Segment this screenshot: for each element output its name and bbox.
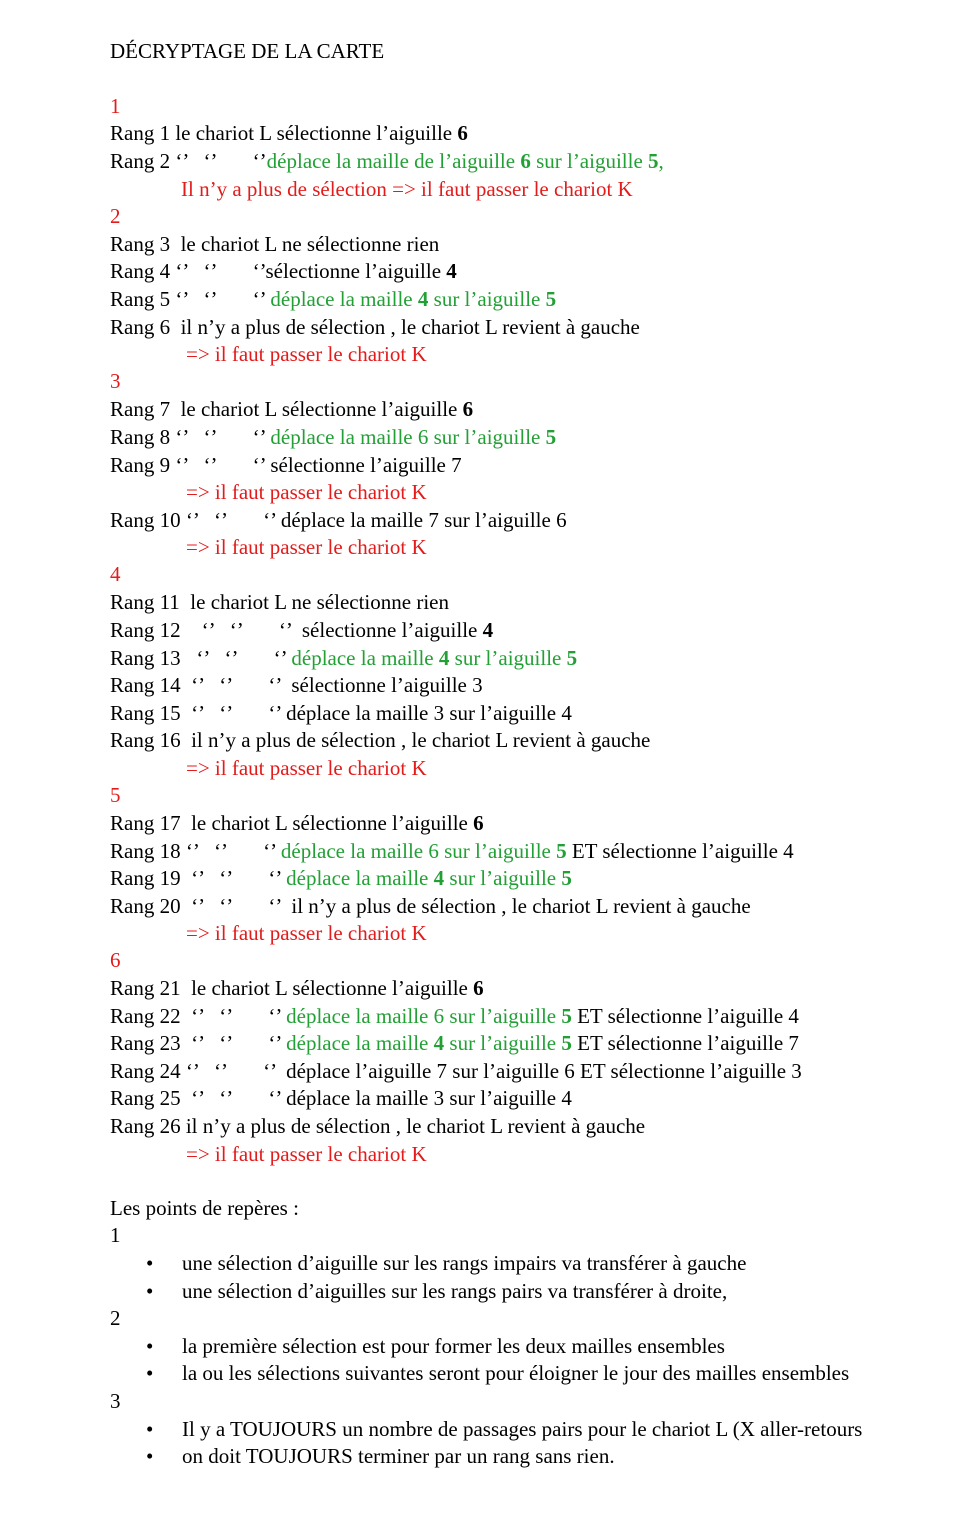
text-line — [110, 203, 121, 229]
text-line — [182, 1333, 725, 1359]
text-segment: déplace la maille 6 sur l’aiguille — [286, 1004, 562, 1028]
text-segment: 6 — [473, 976, 484, 1000]
bullet-icon: • — [146, 1251, 154, 1275]
text-segment: 4 — [482, 618, 494, 642]
text-line — [186, 341, 427, 367]
text-line — [110, 286, 556, 312]
text-segment: 2 — [110, 204, 121, 228]
text-line — [110, 561, 121, 587]
text-segment: Rang 25 ‘’ ‘’ ‘’ déplace la maille 3 sur l’aiguille 4 — [110, 1086, 572, 1110]
text-segment: 6 — [462, 397, 474, 421]
text-segment: 2 — [110, 1306, 121, 1330]
text-line — [110, 1030, 799, 1056]
text-line — [110, 120, 468, 146]
text-line — [110, 700, 572, 726]
text-segment: 5 — [566, 646, 578, 670]
text-segment: 5 — [545, 425, 557, 449]
text-segment: Rang 10 ‘’ ‘’ ‘’ déplace la maille 7 sur l’aiguille 6 — [110, 508, 567, 532]
text-segment: Rang 6 il n’y a plus de sélection , le chariot L revient à gauche — [110, 315, 640, 339]
text-segment: Rang 1 le chariot L sélectionne l’aiguille — [110, 121, 458, 145]
text-line — [110, 672, 483, 698]
text-segment: 5 — [561, 1004, 572, 1028]
text-segment: déplace la maille — [286, 1031, 434, 1055]
text-segment: une sélection d’aiguilles sur les rangs pairs va transférer à droite, — [182, 1279, 728, 1303]
text-segment: 6 — [520, 149, 531, 173]
text-segment: 1 — [110, 1223, 121, 1247]
text-line — [110, 1195, 299, 1221]
text-segment: Rang 4 ‘’ ‘’ ‘’sélectionne l’aiguille — [110, 259, 447, 283]
text-segment: ET sélectionne l’aiguille 7 — [571, 1031, 799, 1055]
text-segment: Rang 7 le chariot L sélectionne l’aiguille — [110, 397, 463, 421]
text-segment: ET sélectionne l’aiguille 4 — [571, 1004, 799, 1028]
text-segment: 5 — [648, 149, 659, 173]
text-line — [182, 1278, 727, 1304]
text-segment: Rang 5 ‘’ ‘’ ‘’ — [110, 287, 271, 311]
text-line — [110, 1113, 645, 1139]
text-line — [110, 1085, 572, 1111]
text-segment: Rang 22 ‘’ ‘’ ‘’ — [110, 1004, 287, 1028]
text-segment: déplace la maille — [270, 287, 418, 311]
bullet-icon: • — [146, 1361, 154, 1385]
text-line — [110, 93, 121, 119]
text-segment: Rang 2 ‘’ ‘’ ‘’ — [110, 149, 267, 173]
text-line — [110, 424, 556, 450]
text-segment: déplace la maille de l’aiguille — [266, 149, 521, 173]
text-segment: sur l’aiguille — [428, 287, 546, 311]
text-line — [110, 368, 121, 394]
text-line — [110, 314, 640, 340]
text-line — [110, 148, 664, 174]
text-line — [186, 755, 427, 781]
text-segment: 4 — [433, 866, 445, 890]
text-segment: 3 — [110, 369, 121, 393]
text-line — [186, 534, 427, 560]
text-segment: Les points de repères : — [110, 1196, 299, 1220]
text-segment: 5 — [545, 287, 557, 311]
text-line — [182, 1443, 615, 1469]
text-segment: 4 — [110, 562, 121, 586]
text-segment: Rang 15 ‘’ ‘’ ‘’ déplace la maille 3 sur l’aiguille 4 — [110, 701, 572, 725]
text-line — [110, 231, 439, 257]
text-segment: => il faut passer le chariot K — [186, 480, 427, 504]
text-segment: Rang 17 le chariot L sélectionne l’aiguille — [110, 811, 474, 835]
text-segment: Rang 8 ‘’ ‘’ ‘’ — [110, 425, 271, 449]
text-segment: Rang 23 ‘’ ‘’ ‘’ — [110, 1031, 287, 1055]
text-line — [110, 893, 751, 919]
document-title — [110, 38, 384, 64]
text-line — [110, 975, 484, 1001]
text-segment: on doit TOUJOURS terminer par un rang sans rien. — [182, 1444, 615, 1468]
text-segment: Rang 26 il n’y a plus de sélection , le chariot L revient à gauche — [110, 1114, 646, 1138]
text-segment: 6 — [473, 811, 484, 835]
text-line — [110, 645, 577, 671]
text-segment: Rang 13 ‘’ ‘’ ‘’ — [110, 646, 292, 670]
text-line — [182, 1416, 862, 1442]
text-line — [110, 1003, 799, 1029]
text-segment: => il faut passer le chariot K — [186, 535, 427, 559]
text-line — [110, 507, 567, 533]
text-segment: , — [658, 149, 664, 173]
text-segment: 5 — [110, 783, 121, 807]
text-segment: déplace la maille 6 sur l’aiguille — [280, 839, 557, 863]
text-line — [186, 920, 427, 946]
text-line — [181, 176, 633, 202]
text-segment: ET sélectionne l’aiguille 4 — [566, 839, 794, 863]
text-segment: 6 — [457, 121, 468, 145]
text-segment: 5 — [556, 839, 567, 863]
text-segment: Rang 21 le chariot L sélectionne l’aiguille — [110, 976, 474, 1000]
text-line — [110, 810, 484, 836]
text-line — [110, 396, 473, 422]
text-segment: 4 — [438, 646, 450, 670]
text-segment: DÉCRYPTAGE DE LA CARTE — [110, 39, 385, 63]
text-segment: déplace la maille — [286, 866, 434, 890]
text-line — [110, 1222, 121, 1248]
text-line — [110, 838, 794, 864]
text-segment: Rang 12 ‘’ ‘’ ‘’ sélectionne l’aiguille — [110, 618, 483, 642]
text-line — [186, 1141, 427, 1167]
text-segment: 3 — [110, 1389, 121, 1413]
text-segment: 6 — [110, 948, 121, 972]
bullet-icon: • — [146, 1279, 154, 1303]
text-segment: => il faut passer le chariot K — [186, 342, 427, 366]
text-segment: Rang 20 ‘’ ‘’ ‘’ il n’y a plus de sélection , le chariot L revient à gauche — [110, 894, 751, 918]
text-segment: 4 — [446, 259, 457, 283]
text-segment: Il y a TOUJOURS un nombre de passages pairs pour le chariot L (X aller-retours — [182, 1417, 863, 1441]
text-line — [110, 1305, 121, 1331]
text-segment: déplace la maille 6 sur l’aiguille — [270, 425, 546, 449]
text-segment: Rang 3 le chariot L ne sélectionne rien — [110, 232, 440, 256]
text-segment: Rang 16 il n’y a plus de sélection , le chariot L revient à gauche — [110, 728, 651, 752]
bullet-icon: • — [146, 1444, 154, 1468]
text-segment: une sélection d’aiguille sur les rangs impairs va transférer à gauche — [182, 1251, 747, 1275]
text-segment: sur l’aiguille — [530, 149, 649, 173]
text-line — [110, 1058, 802, 1084]
text-line — [110, 727, 650, 753]
text-segment: Il n’y a plus de sélection => il faut passer le chariot K — [181, 177, 633, 201]
text-line — [186, 479, 427, 505]
text-segment: sur l’aiguille — [444, 866, 562, 890]
text-segment: la ou les sélections suivantes seront pour éloigner le jour des mailles ensembles — [182, 1361, 850, 1385]
text-segment: 4 — [417, 287, 429, 311]
text-segment: Rang 18 ‘’ ‘’ ‘’ — [110, 839, 281, 863]
text-segment: 4 — [433, 1031, 445, 1055]
text-segment: Rang 14 ‘’ ‘’ ‘’ sélectionne l’aiguille 3 — [110, 673, 483, 697]
text-segment: 5 — [561, 1031, 572, 1055]
text-line — [182, 1250, 746, 1276]
text-segment: déplace la maille — [291, 646, 439, 670]
text-line — [110, 452, 462, 478]
text-line — [110, 617, 493, 643]
text-segment: => il faut passer le chariot K — [186, 756, 427, 780]
bullet-icon: • — [146, 1334, 154, 1358]
text-segment: Rang 9 ‘’ ‘’ ‘’ sélectionne l’aiguille 7 — [110, 453, 462, 477]
text-segment: 5 — [561, 866, 572, 890]
text-segment: Rang 11 le chariot L ne sélectionne rien — [110, 590, 449, 614]
text-line — [110, 947, 121, 973]
text-line — [110, 258, 457, 284]
text-line — [110, 782, 121, 808]
text-segment: => il faut passer le chariot K — [186, 1142, 427, 1166]
text-line — [110, 589, 449, 615]
text-line — [182, 1360, 849, 1386]
text-segment: sur l’aiguille — [449, 646, 567, 670]
text-segment: Rang 24 ‘’ ‘’ ‘’ déplace l’aiguille 7 sur l’aiguille 6 ET sélectionne l’aiguille 3 — [110, 1059, 802, 1083]
text-segment: la première sélection est pour former les deux mailles ensembles — [182, 1334, 725, 1358]
text-segment: 1 — [110, 94, 121, 118]
text-segment: Rang 19 ‘’ ‘’ ‘’ — [110, 866, 287, 890]
text-line — [110, 1388, 121, 1414]
bullet-icon: • — [146, 1417, 154, 1441]
text-line — [110, 865, 572, 891]
text-segment: => il faut passer le chariot K — [186, 921, 427, 945]
text-segment: sur l’aiguille — [444, 1031, 562, 1055]
